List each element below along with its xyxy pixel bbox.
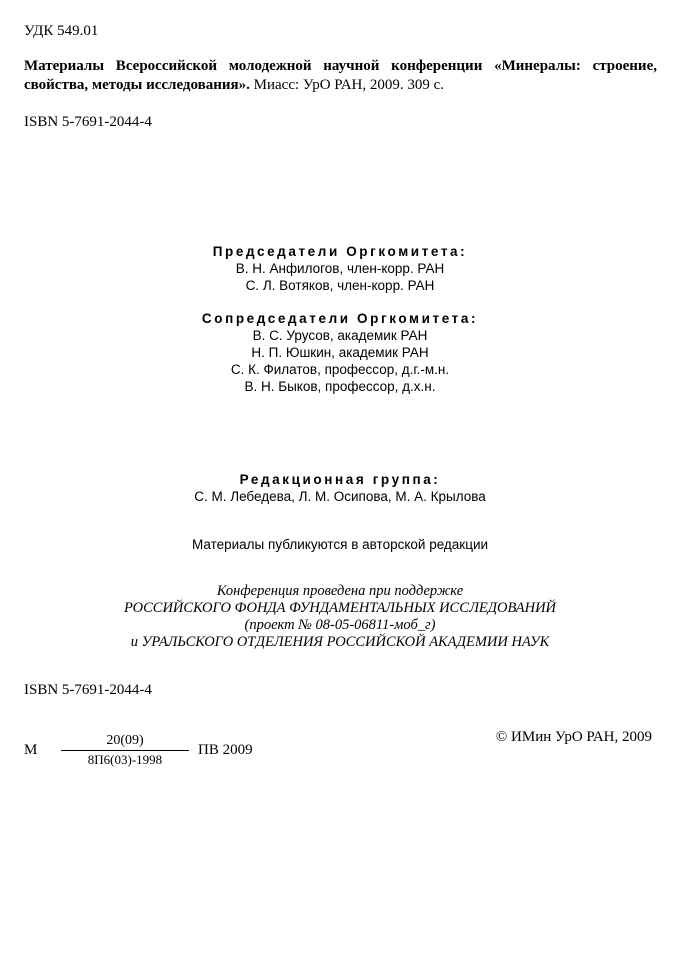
editors-heading: Редакционная группа: [239,472,441,487]
editors-names: С. М. Лебедева, Л. М. Осипова, М. А. Крылова [194,489,486,504]
cochairs-heading: Сопредседатели Оргкомитета: [201,311,479,326]
udk-code: УДК 549.01 [24,23,99,39]
imprint-pv: ПВ 2009 [198,742,253,758]
isbn-bottom: ISBN 5-7691-2044-4 [24,682,152,698]
editorial-group [90,471,590,505]
isbn-top: ISBN 5-7691-2044-4 [24,114,152,130]
cochair-name: В. Н. Быков, профессор, д.х.н. [244,379,436,394]
chairs-heading: Председатели Оргкомитета: [212,244,468,259]
imprint-denominator: 8П6(03)-1998 [87,752,163,767]
copyright: © ИМин УрО РАН, 2009 [495,729,652,745]
author-edition-note: Материалы публикуются в авторской редакции [191,537,489,552]
support-statement [60,583,620,651]
cochair-name: Н. П. Юшкин, академик РАН [251,345,429,360]
chair-name: С. Л. Вотяков, член-корр. РАН [245,278,435,293]
bibliographic-imprint: Миасс: УрО РАН, 2009. 309 с. [249,77,445,93]
support-fund: РОССИЙСКОГО ФОНДА ФУНДАМЕНТАЛЬНЫХ ИССЛЕДОВАНИЙ [123,600,557,616]
cochair-name: С. К. Филатов, профессор, д.г.-м.н. [230,362,450,377]
bibliographic-title: Материалы Всероссийской молодежной научной конференции «Минералы: строение, свойства, методы исследования». [24,58,657,93]
organizing-committee-chairs [140,243,540,294]
support-project: (проект № 08-05-06811-моб_г) [244,617,436,633]
support-ural-branch: и УРАЛЬСКОГО ОТДЕЛЕНИЯ РОССИЙСКОЙ АКАДЕМИИ НАУК [130,634,550,650]
imprint-m: М [24,742,38,758]
support-line: Конференция проведена при поддержке [216,583,464,599]
imprint-numerator: 20(09) [61,733,189,751]
cochair-name: В. С. Урусов, академик РАН [252,328,428,343]
chair-name: В. Н. Анфилогов, член-корр. РАН [235,261,445,276]
organizing-committee-cochairs [140,310,540,395]
imprint-fraction [61,733,189,767]
bibliographic-description [24,57,657,95]
